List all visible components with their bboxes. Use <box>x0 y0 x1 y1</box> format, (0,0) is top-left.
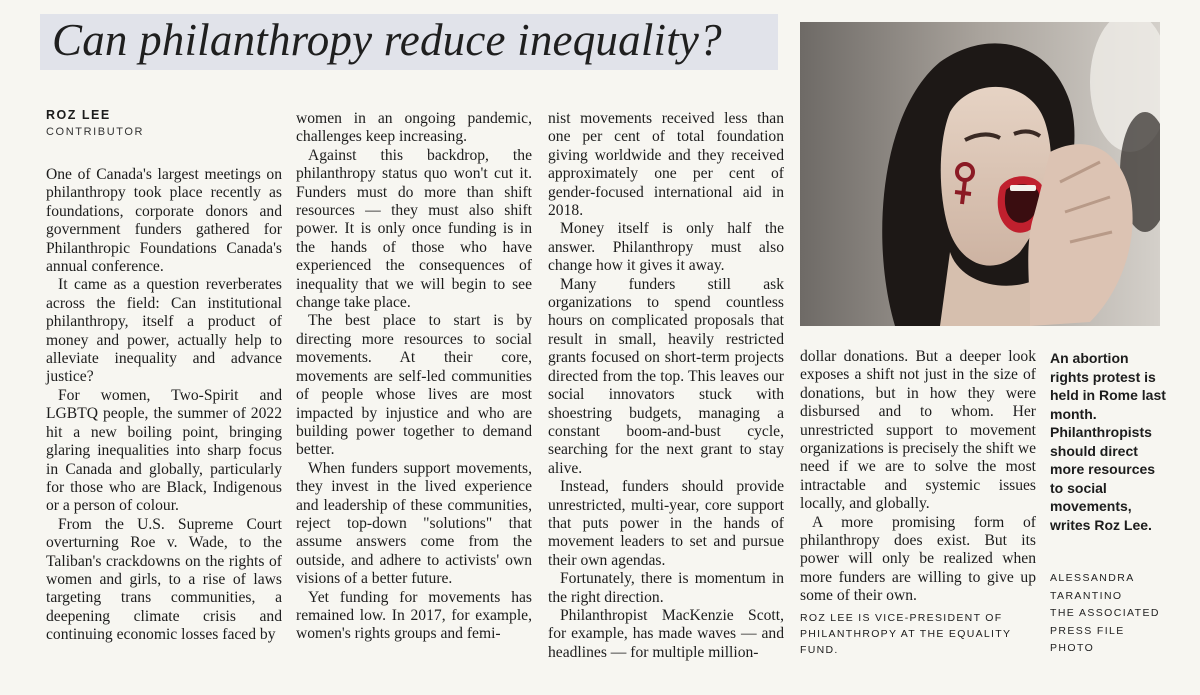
paragraph: Against this backdrop, the philanthropy status quo won't cut it. Funders must do more than shift resources — they must also shift power. It is only once funding is in the hands of those who have experienced the consequences of inequality that we will begin to see change take place. <box>296 146 532 312</box>
article-column-3 <box>548 110 784 662</box>
headline: Can philanthropy reduce inequality? <box>52 15 722 65</box>
paragraph: nist movements received less than one per cent of total foundation giving worldwide and they received approximately one per cent of gender-focused international aid in 2018. <box>548 110 784 220</box>
paragraph: Yet funding for movements has remained low. In 2017, for example, women's rights groups and femi- <box>296 588 532 643</box>
paragraph: A more promising form of philanthropy does exist. But its power will only be realized when more funders are willing to give up some of their own. <box>800 513 1036 605</box>
article-column-2 <box>296 110 532 644</box>
protest-photo <box>800 22 1160 326</box>
paragraph: Philanthropist MacKenzie Scott, for example, has made waves — and headlines — for multiple million- <box>548 606 784 661</box>
photo-credit-agency: THE ASSOCIATED PRESS FILE PHOTO <box>1050 607 1160 654</box>
article-column-4 <box>800 348 1036 658</box>
paragraph: The best place to start is by directing more resources to social movements. At their core, movements are self-led communities of people whose lives are most impacted by injustice and who are building power together to demand better. <box>296 312 532 459</box>
photo-credit-photographer: ALESSANDRA TARANTINO <box>1050 572 1135 602</box>
author-bio: ROZ LEE IS VICE-PRESIDENT OF PHILANTHROPY AT THE EQUALITY FUND. <box>800 611 1012 656</box>
paragraph: For women, Two-Spirit and LGBTQ people, the summer of 2022 hit a new boiling point, bringing glaring inequalities into sharp focus in Canada and globally, particularly for those who are Black, Indigenous or a person of colour. <box>46 386 282 515</box>
paragraph: One of Canada's largest meetings on philanthropy took place recently as foundations, corporate donors and government funders gathered for Philanthropic Foundations Canada's annual conference. <box>46 166 282 276</box>
paragraph: From the U.S. Supreme Court overturning Roe v. Wade, to the Taliban's crackdowns on the rights of women and girls, to a rise of laws targeting trans communities, a deepening climate crisis and continuing economic losses faced by <box>46 515 282 644</box>
paragraph: dollar donations. But a deeper look exposes a shift not just in the size of donations, but in how they were disbursed and to whom. Her unrestricted support to movement organizations is precisely the shift we need if we are to solve the most intractable and systemic issues locally, and globally. <box>800 348 1036 513</box>
paragraph: Many funders still ask organizations to spend countless hours on complicated proposals that result in small, heavily restricted grants focused on short-term projects directed from the top. This leaves our social innovators stuck with shoestring budgets, managing a constant boom-and-bust cycle, searching for the next grant to stay alive. <box>548 275 784 477</box>
protest-photo-illustration <box>800 22 1160 326</box>
paragraph: Instead, funders should provide unrestricted, multi-year, core support that puts power in the hands of movement leaders to set and pursue their own agendas. <box>548 478 784 569</box>
paragraph: Money itself is only half the answer. Philanthropy must also change how it gives it away. <box>548 220 784 275</box>
byline-name: ROZ LEE <box>46 108 111 122</box>
article-column-1 <box>46 166 282 645</box>
paragraph: When funders support movements, they invest in the lived experience and leadership of these communities, reject top-down "solutions" that assume answers come from the outside, and adhere to activists' own visions of a better future. <box>296 459 532 588</box>
paragraph: It came as a question reverberates across the field: Can institutional philanthropy, itself a product of money and power, actually help to alleviate inequality and advance justice? <box>46 276 282 386</box>
byline-role: CONTRIBUTOR <box>46 126 145 138</box>
byline <box>46 108 144 138</box>
paragraph: women in an ongoing pandemic, challenges keep increasing. <box>296 110 532 146</box>
photo-caption: An abortion rights protest is held in Rome last month. Philanthropists should direct more resources to social movements, writes Roz Lee. <box>1050 350 1166 533</box>
photo-credit <box>1050 570 1170 658</box>
paragraph: Fortunately, there is momentum in the right direction. <box>548 570 784 606</box>
